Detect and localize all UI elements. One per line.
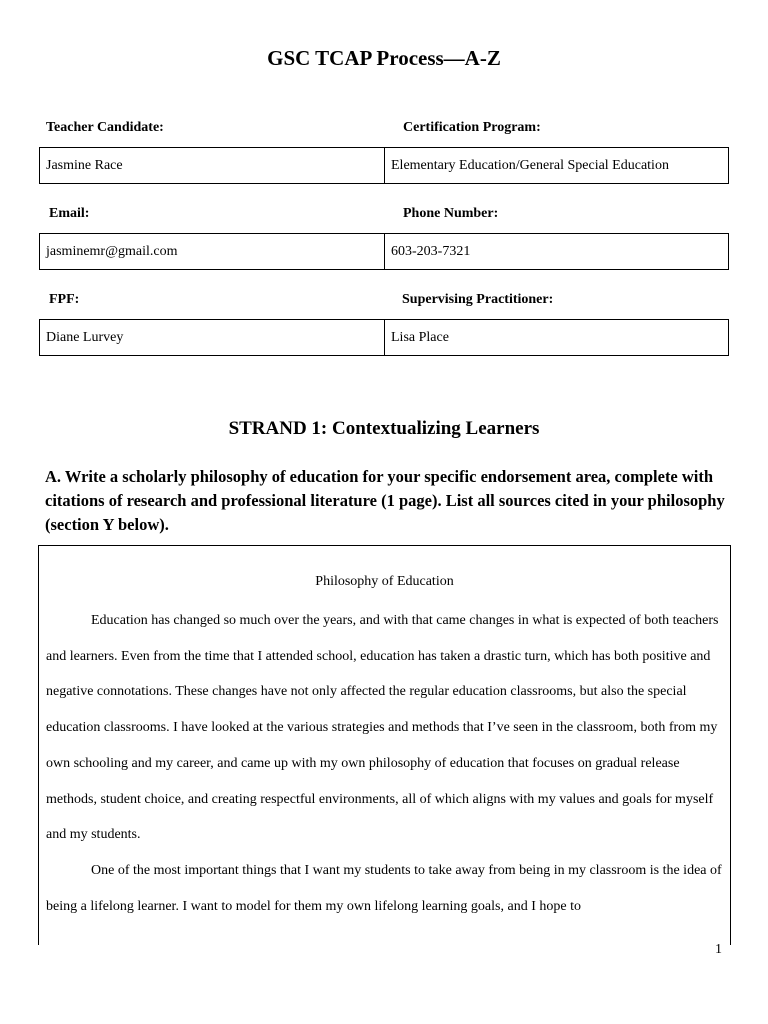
email-value: jasminemr@gmail.com <box>40 234 385 269</box>
document-title: GSC TCAP Process—A-Z <box>267 46 501 70</box>
essay-paragraph: Education has changed so much over the years, and with that came changes in what is expected of both teachers and learners. Even from the time that I attended school, education has taken a drastic turn, which has both positive and negative connotations. These changes have not only affected the regular education classrooms, but also the special education classrooms. I have looked at the various strategies and methods that I’ve seen in the classroom, both from my own schooling and my career, and came up with my own philosophy of education that focuses on gradual release methods, student choice, and creating respectful environments, all of which aligns with my values and goals for myself and my students. <box>46 613 719 843</box>
supervising-practitioner-value: Lisa Place <box>391 329 449 345</box>
fpf-label: FPF: <box>49 292 80 307</box>
fpf-practitioner-row <box>39 319 729 356</box>
strand-prompt: A. Write a scholarly philosophy of education for your specific endorsement area, complete with citations of research and professional literature (1 page). List all sources cited in your philosophy (section Y below). <box>45 467 725 534</box>
essay-body <box>46 603 722 924</box>
essay-title: Philosophy of Education <box>315 574 454 589</box>
fpf-value: Diane Lurvey <box>40 320 385 355</box>
teacher-candidate-value: Jasmine Race <box>40 148 385 183</box>
page-number: 1 <box>715 942 722 957</box>
phone-number-value: 603-203-7321 <box>391 243 471 259</box>
certification-program-label: Certification Program: <box>403 120 541 135</box>
teacher-candidate-label: Teacher Candidate: <box>46 120 164 135</box>
supervising-practitioner-label: Supervising Practitioner: <box>402 292 554 307</box>
essay-box <box>38 545 731 945</box>
candidate-program-row <box>39 147 729 184</box>
email-label: Email: <box>49 206 90 221</box>
phone-number-label: Phone Number: <box>403 206 499 221</box>
certification-program-value: Elementary Education/General Special Education <box>391 157 669 173</box>
essay-paragraph: One of the most important things that I want my students to take away from being in my classroom is the idea of being a lifelong learner. I want to model for them my own lifelong learning goals, and I hope to <box>46 862 722 914</box>
strand-title: STRAND 1: Contextualizing Learners <box>228 418 540 439</box>
email-phone-row <box>39 233 729 270</box>
